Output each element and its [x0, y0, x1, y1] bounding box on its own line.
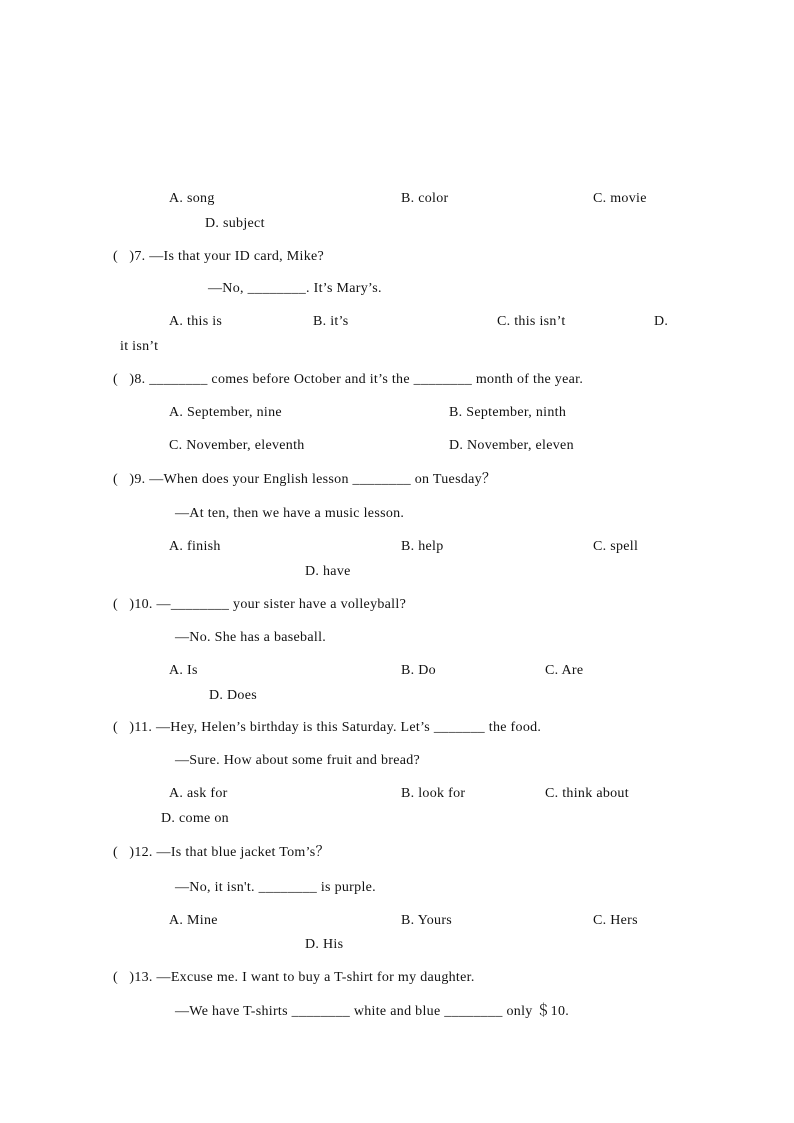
q10-option-d: D. Does: [209, 688, 257, 703]
q6-option-a: A. song: [169, 191, 215, 206]
q12-stem: ( )12. —Is that blue jacket Tom’s？: [113, 845, 330, 860]
q7-stem: ( )7. —Is that your ID card, Mike?: [113, 249, 325, 264]
q10-option-b: B. Do: [401, 663, 436, 678]
q7-option-b: B. it’s: [313, 314, 349, 329]
q7-option-d-label: D.: [654, 314, 669, 329]
q9-option-c: C. spell: [593, 539, 639, 554]
q11-option-a: A. ask for: [169, 786, 228, 801]
q9-stem: ( )9. —When does your English lesson ________ on Tuesday？: [113, 472, 497, 487]
q8-option-a: A. September, nine: [169, 405, 282, 420]
q12-reply: —No, it isn't. ________ is purple.: [175, 880, 376, 895]
q6-option-b: B. color: [401, 191, 449, 206]
q9-option-a: A. finish: [169, 539, 221, 554]
q10-option-a: A. Is: [169, 663, 198, 678]
q7-reply: —No, ________. It’s Mary’s.: [208, 281, 382, 296]
q7-option-d-text: it isn’t: [120, 339, 159, 354]
q8-option-c: C. November, eleventh: [169, 438, 305, 453]
q7-option-a: A. this is: [169, 314, 223, 329]
q7-option-c: C. this isn’t: [497, 314, 566, 329]
q6-option-d: D. subject: [205, 216, 265, 231]
q12-option-a: A. Mine: [169, 913, 218, 928]
q6-option-c: C. movie: [593, 191, 647, 206]
q11-option-c: C. think about: [545, 786, 629, 801]
q12-option-d: D. His: [305, 937, 344, 952]
q12-option-b: B. Yours: [401, 913, 453, 928]
q11-stem: ( )11. —Hey, Helen’s birthday is this Saturday. Let’s _______ the food.: [113, 720, 542, 735]
q12-option-c: C. Hers: [593, 913, 638, 928]
q11-option-d: D. come on: [161, 811, 229, 826]
q9-option-d: D. have: [305, 564, 351, 579]
q10-option-c: C. Are: [545, 663, 584, 678]
q11-reply: —Sure. How about some fruit and bread?: [175, 753, 421, 768]
q8-option-b: B. September, ninth: [449, 405, 567, 420]
q10-stem: ( )10. —________ your sister have a volleyball?: [113, 597, 407, 612]
q9-option-b: B. help: [401, 539, 444, 554]
q8-stem: ( )8. ________ comes before October and it’s the ________ month of the year.: [113, 372, 584, 387]
q9-reply: —At ten, then we have a music lesson.: [175, 506, 405, 521]
q13-reply: —We have T-shirts ________ white and blue ________ only ＄10.: [175, 1004, 570, 1019]
q11-option-b: B. look for: [401, 786, 466, 801]
q8-option-d: D. November, eleven: [449, 438, 574, 453]
q10-reply: —No. She has a baseball.: [175, 630, 327, 645]
q13-stem: ( )13. —Excuse me. I want to buy a T-shirt for my daughter.: [113, 970, 475, 985]
